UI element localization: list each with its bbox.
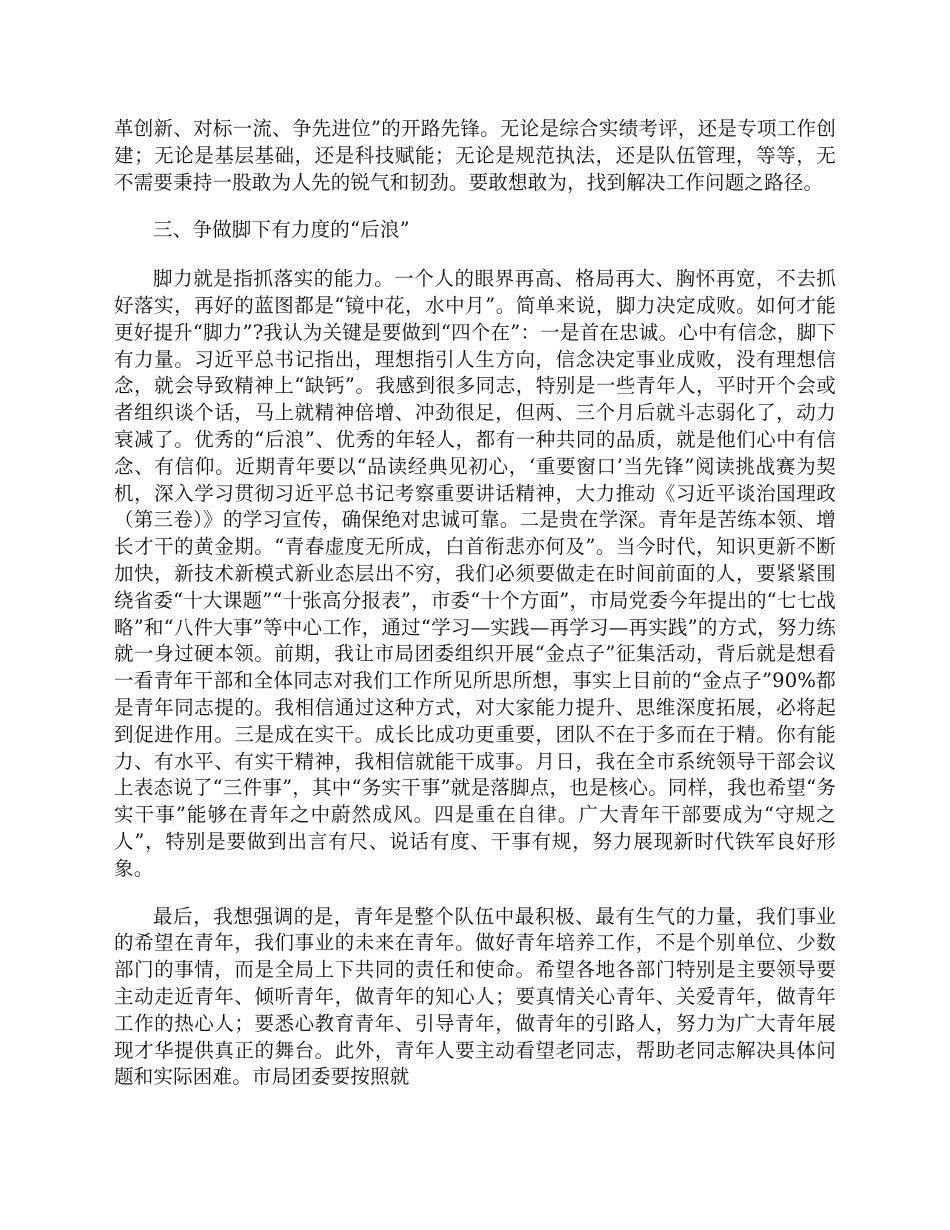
document-page [114,116,836,1112]
paragraph-continuation: 革创新、对标一流、争先进位”的开路先锋。无论是综合实绩考评，还是专项工作创建；无论是基层基础，还是科技赋能；无论是规范执法，还是队伍管理，等等，无不需要秉持一股敢为人先的锐气和韧劲。要敢想敢为，找到解决工作问题之路径。 [114,117,836,194]
paragraph-closing: 最后，我想强调的是，青年是整个队伍中最积极、最有生气的力量，我们事业的希望在青年，我们事业的未来在青年。做好青年培养工作，不是个别单位、少数部门的事情，而是全局上下共同的责任和使命。希望各地各部门特别是主要领导要主动走近青年、倾听青年，做青年的知心人；要真情关心青年、关爱青年，做青年工作的热心人；要悉心教育青年、引导青年，做青年的引路人，努力为广大青年展现才华提供真正的舞台。此外，青年人要主动看望老同志，帮助老同志解决具体问题和实际困难。市局团委要按照就 [114,904,836,1089]
section-heading: 三、争做脚下有力度的“后浪” [153,218,410,242]
paragraph-body: 脚力就是指抓落实的能力。一个人的眼界再高、格局再大、胸怀再宽，不去抓好落实，再好的蓝图都是“镜中花，水中月”。简单来说，脚力决定成败。如何才能更好提升“脚力”?我认为关键是要做到“四个在”：一是首在忠诚。心中有信念，脚下有力量。习近平总书记指出，理想指引人生方向，信念决定事业成败，没有理想信念，就会导致精神上“缺钙”。我感到很多同志，特别是一些青年人，平时开个会或者组织谈个话，马上就精神倍增、冲劲很足，但两、三个月后就斗志弱化了，动力衰减了。优秀的“后浪”、优秀的年轻人，都有一种共同的品质，就是他们心中有信念、有信仰。近期青年要以“品读经典见初心，‘重要窗口’当先锋”阅读挑战赛为契机，深入学习贯彻习近平总书记考察重要讲话精神，大力推动《习近平谈治国理政（第三卷）》的学习宣传，确保绝对忠诚可靠。二是贵在学深。青年是苦练本领、增长才干的黄金期。“青春虚度无所成，白首衔悲亦何及”。当今时代，知识更新不断加快，新技术新模式新业态层出不穷，我们必须要做走在时间前面的人，要紧紧围绕省委“十大课题”“十张高分报表”，市委“十个方面”，市局党委今年提出的“七七战略”和“八件大事”等中心工作，通过“学习—实践—再学习—再实践”的方式，努力练就一身过硬本领。前期，我让市局团委组织开展“金点子”征集活动，背后就是想看一看青年干部和全体同志对我们工作所见所思所想，事实上目前的“金点子”90%都是青年同志提的。我相信通过这种方式，对大家能力提升、思维深度拓展，必将起到促进作用。三是成在实干。成长比成功更重要，团队不在于多而在于精。你有能力、有水平、有实干精神，我相信就能干成事。月日，我在全市系统领导干部会议上表态说了“三件事”，其中“务实干事”就是落脚点，也是核心。同样，我也希望“务实干事”能够在青年之中蔚然成风。四是重在自律。广大青年干部要成为“守规之人”，特别是要做到出言有尺、说话有度、干事有规，努力展现新时代铁军良好形象。 [114,267,836,880]
